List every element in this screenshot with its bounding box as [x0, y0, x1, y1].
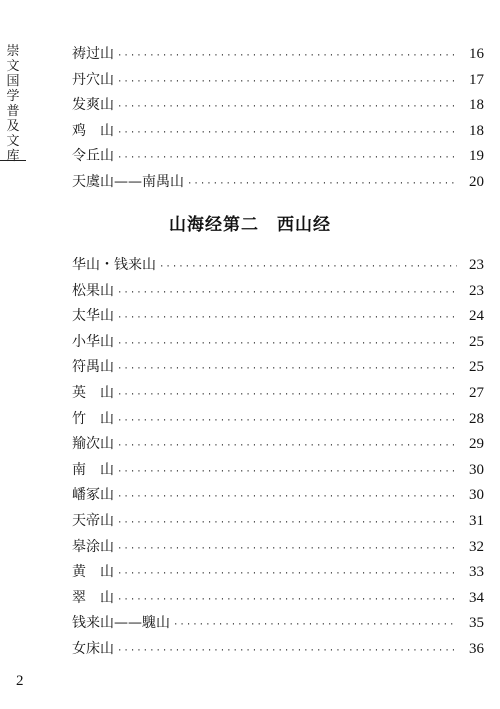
dot-leader [117, 562, 457, 588]
toc-entry[interactable] [72, 611, 484, 637]
toc-entry-title: 天虞山——南禺山 [72, 173, 184, 190]
toc-entry-title: 竹 山 [72, 410, 114, 427]
toc-entry-page: 36 [469, 640, 484, 657]
toc-entry[interactable] [72, 330, 484, 356]
toc-entry-page: 18 [469, 122, 484, 139]
toc-entry[interactable] [72, 119, 484, 145]
toc-entry-page: 17 [469, 71, 484, 88]
toc-entry-title: 丹穴山 [72, 71, 114, 88]
toc-entry-page: 35 [469, 615, 484, 632]
toc-entry-title: 女床山 [72, 640, 114, 657]
dot-leader [117, 306, 457, 332]
toc-entry-title: 嶓冢山 [72, 487, 114, 504]
toc-entry-title: 钱来山——騩山 [72, 615, 170, 632]
toc-entry[interactable] [72, 509, 484, 535]
dot-leader [117, 44, 457, 70]
toc-entry[interactable] [72, 42, 484, 68]
toc-entry-page: 20 [469, 173, 484, 190]
toc-entry-title: 天帝山 [72, 512, 114, 529]
toc-entry[interactable] [72, 68, 484, 94]
toc-entry-title: 翠 山 [72, 589, 114, 606]
dot-leader [117, 460, 457, 486]
toc-entry-page: 24 [469, 308, 484, 325]
toc-entry-page: 32 [469, 538, 484, 555]
toc-entry-title: 皋涂山 [72, 538, 114, 555]
toc-entry[interactable] [72, 483, 484, 509]
toc-section-bottom [72, 253, 484, 663]
dot-leader [117, 357, 457, 383]
dot-leader [117, 485, 457, 511]
series-title: 崇文国学普及文库 [6, 44, 20, 164]
dot-leader [117, 332, 457, 358]
dot-leader [187, 172, 457, 198]
toc-entry-title: 羭次山 [72, 436, 114, 453]
dot-leader [117, 511, 457, 537]
toc-entry-page: 31 [469, 512, 484, 529]
sidebar-divider [0, 160, 26, 161]
toc-entry-page: 34 [469, 589, 484, 606]
toc-entry-title: 祷过山 [72, 46, 114, 62]
toc-entry-page: 29 [469, 436, 484, 453]
toc-entry-page: 33 [469, 564, 484, 581]
toc-entry[interactable] [72, 170, 484, 196]
toc-entry-title: 符禺山 [72, 359, 114, 376]
toc-entry-title: 黄 山 [72, 564, 114, 581]
toc-entry-title: 英 山 [72, 384, 114, 401]
dot-leader [117, 639, 457, 665]
dot-leader [159, 255, 457, 281]
toc-entry-title: 鸡 山 [72, 122, 114, 139]
toc-entry-page: 30 [469, 487, 484, 504]
dot-leader [117, 281, 457, 307]
toc-entry-page: 30 [469, 461, 484, 478]
toc-entry[interactable] [72, 279, 484, 305]
toc-entry[interactable] [72, 93, 484, 119]
toc-entry-page: 25 [469, 333, 484, 350]
toc-entry-page: 19 [469, 148, 484, 165]
toc-entry-title: 松果山 [72, 282, 114, 299]
dot-leader [117, 383, 457, 409]
toc-entry[interactable] [72, 144, 484, 170]
toc-entry-title: 太华山 [72, 308, 114, 325]
toc-entry[interactable] [72, 304, 484, 330]
toc-entry-page: 25 [469, 359, 484, 376]
toc-entry-page: 23 [469, 257, 484, 273]
toc-entry-title: 发爽山 [72, 97, 114, 114]
toc-entry[interactable] [72, 432, 484, 458]
toc-entry[interactable] [72, 407, 484, 433]
dot-leader [117, 409, 457, 435]
dot-leader [117, 146, 457, 172]
toc-entry-title: 华山・钱来山 [72, 257, 156, 273]
dot-leader [117, 70, 457, 96]
dot-leader [117, 537, 457, 563]
toc-entry-page: 18 [469, 97, 484, 114]
dot-leader [117, 121, 457, 147]
toc-entry-title: 令丘山 [72, 148, 114, 165]
toc-entry-title: 南 山 [72, 461, 114, 478]
dot-leader [117, 434, 457, 460]
toc-entry[interactable] [72, 637, 484, 663]
toc-entry[interactable] [72, 535, 484, 561]
toc-entry[interactable] [72, 458, 484, 484]
toc-entry[interactable] [72, 355, 484, 381]
toc-entry[interactable] [72, 586, 484, 612]
toc-entry[interactable] [72, 253, 484, 279]
toc-entry[interactable] [72, 381, 484, 407]
toc-entry[interactable] [72, 560, 484, 586]
section-heading: 山海经第二 西山经 [169, 215, 331, 235]
page-number: 2 [16, 673, 24, 689]
toc-entry-page: 28 [469, 410, 484, 427]
toc-section-top [72, 42, 484, 196]
toc-entry-page: 23 [469, 282, 484, 299]
toc-entry-title: 小华山 [72, 333, 114, 350]
toc-entry-page: 16 [469, 46, 484, 62]
dot-leader [117, 588, 457, 614]
dot-leader [117, 95, 457, 121]
dot-leader [173, 613, 457, 639]
toc-entry-page: 27 [469, 384, 484, 401]
